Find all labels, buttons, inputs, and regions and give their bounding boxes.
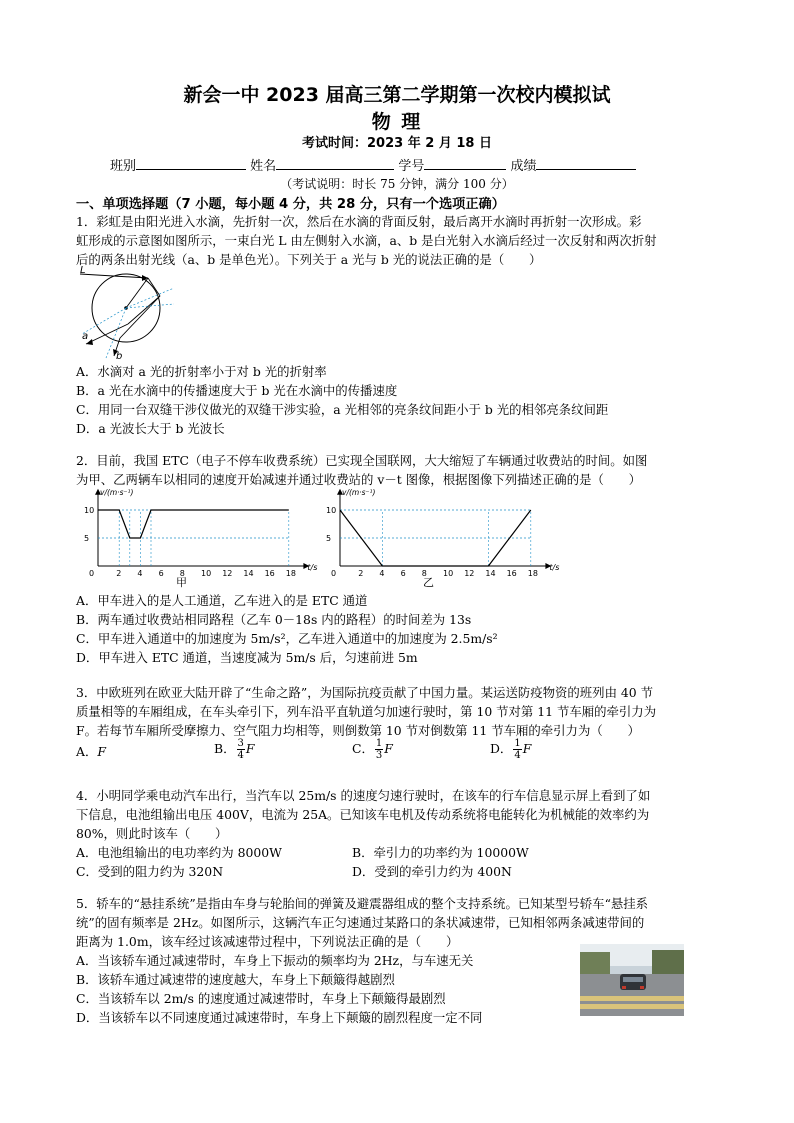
x-tick-label: 8 (179, 569, 185, 578)
x-tick-label: 2 (116, 569, 122, 578)
caption-jia: 甲 (176, 576, 187, 589)
x-tick-label: 14 (243, 569, 254, 578)
x-tick-label: 12 (222, 569, 233, 578)
y-tick-label: 5 (326, 534, 332, 543)
id-label: 学号 (398, 159, 425, 174)
exam-time: 考试时间：2023 年 2 月 18 日 (302, 136, 492, 151)
series-line (98, 510, 289, 538)
q5-option-d[interactable]: D．当该轿车以不同速度通过减速带时，车身上下颠簸的剧烈程度一定不同 (76, 1010, 483, 1025)
q3-line-2: 质量相等的车厢组成，在车头牵引下，列车沿平直轨道匀加速行驶时，第 10 节对第 11 节车厢的牵引力为 (76, 704, 657, 719)
q4-option-a[interactable]: A．电池组输出的电功率约为 8000W (76, 845, 282, 860)
q3-option-b[interactable]: B． $\frac{3}{4}$ F (214, 738, 255, 761)
q3-option-a[interactable]: A．F (76, 744, 106, 759)
q4-line-3: 80%，则此时该车（ ） (76, 826, 228, 841)
y-axis-label: v/(m·s⁻¹) (342, 487, 376, 497)
q2-option-d[interactable]: D．甲车进入 ETC 通道，当速度减为 5m/s 后，匀速前进 5m (76, 650, 418, 665)
q1-line-3: 后的两条出射光线（a、b 是单色光）。下列关于 a 光与 b 光的说法正确的是（ ） (76, 252, 542, 267)
q3-line-3: F。若每节车厢所受摩擦力、空气阻力均相等，则倒数第 10 节对倒数第 11 节车厢的牵引力为（ ） (76, 723, 640, 738)
fraction: $\frac{3}{4}$ (237, 738, 244, 761)
q2-line-2: 为甲、乙两辆车以相同的速度开始减速并通过收费站的 v－t 图像，根据图像下列描述正确的是（ ） (76, 472, 642, 487)
label-L: L (80, 265, 86, 276)
q2-option-a[interactable]: A．甲车进入的是人工通道，乙车进入的是 ETC 通道 (76, 593, 368, 608)
y-tick-label: 10 (326, 506, 337, 515)
score-label: 成绩 (510, 159, 537, 174)
q1-option-c[interactable]: C．用同一台双缝干涉仪做光的双缝干涉实验，a 光相邻的亮条纹间距小于 b 光的相邻亮条纹间距 (76, 402, 609, 417)
y-tick-label: 5 (84, 534, 90, 543)
q5-line-1: 5．轿车的“悬挂系统”是指由车身与轮胎间的弹簧及避震器组成的整个支持系统。已知某型号轿车“悬挂系 (76, 896, 649, 911)
class-field[interactable] (136, 156, 246, 170)
q3-option-c[interactable]: C． $\frac{1}{3}$ F (352, 738, 393, 761)
x-tick-label: 10 (201, 569, 212, 578)
q4-option-b[interactable]: B．牵引力的功率约为 10000W (352, 845, 529, 860)
graph-jia (76, 487, 318, 588)
q2-option-b[interactable]: B．两车通过收费站相同路程（乙车 0－18s 内的路程）的时间差为 13s (76, 612, 472, 627)
x-tick-label: 0 (331, 569, 337, 578)
q4-option-c[interactable]: C．受到的阻力约为 320N (76, 864, 224, 879)
exam-note: （考试说明：时长 75 分钟，满分 100 分） (280, 177, 514, 191)
score-field[interactable] (536, 156, 636, 170)
x-tick-label: 14 (485, 569, 496, 578)
q3-option-d[interactable]: D． $\frac{1}{4}$ F (490, 738, 532, 761)
x-tick-label: 16 (506, 569, 517, 578)
q2-option-c[interactable]: C．甲车进入通道中的加速度为 5m/s²，乙车进入通道中的加速度为 2.5m/s² (76, 631, 498, 646)
x-tick-label: 4 (137, 569, 143, 578)
exam-title: 新会一中 2023 届高三第二学期第一次校内模拟试 (183, 84, 611, 106)
name-field[interactable] (276, 156, 394, 170)
q1-option-d[interactable]: D．a 光波长大于 b 光波长 (76, 421, 225, 436)
student-info-row (110, 155, 636, 174)
x-tick-label: 18 (527, 569, 538, 578)
x-tick-label: 12 (464, 569, 475, 578)
label-a: a (82, 331, 89, 342)
x-tick-label: 0 (89, 569, 95, 578)
q3-line-1: 3．中欧班列在欧亚大陆开辟了“生命之路”，为国际抗疫贡献了中国力量。某运送防疫物资的班列由 40 节 (76, 685, 653, 700)
label-b: b (116, 351, 123, 362)
x-tick-label: 18 (285, 569, 296, 578)
q1-option-a[interactable]: A．水滴对 a 光的折射率小于对 b 光的折射率 (76, 364, 327, 379)
q4-option-d[interactable]: D．受到的牵引力约为 400N (352, 864, 512, 879)
q2-line-1: 2．目前，我国 ETC（电子不停车收费系统）已实现全国联网，大大缩短了车辆通过收费站的时间。如图 (76, 453, 648, 468)
section-heading: 一、单项选择题（7 小题，每小题 4 分，共 28 分，只有一个选项正确） (76, 197, 505, 212)
q4-line-2: 下信息，电池组输出电压 400V，电流为 25A。已知该车电机及传动系统将电能转化为机械能的效率约为 (76, 807, 650, 822)
fraction: $\frac{1}{3}$ (375, 738, 383, 761)
q1-line-1: 1．彩虹是由阳光进入水滴，先折射一次，然后在水滴的背面反射，最后离开水滴时再折射一次形成。彩 (76, 214, 642, 229)
fraction: $\frac{1}{4}$ (514, 738, 521, 761)
id-field[interactable] (424, 156, 506, 170)
q4-line-1: 4．小明同学乘电动汽车出行，当汽车以 25m/s 的速度匀速行驶时，在该车的行车信息显示屏上看到了如 (76, 788, 651, 803)
x-axis-label: t/s (307, 563, 318, 572)
raindrop-diagram (76, 265, 176, 362)
y-axis-label: v/(m·s⁻¹) (100, 487, 134, 497)
subject-title: 物 理 (371, 111, 423, 133)
x-tick-label: 6 (158, 569, 164, 578)
caption-yi: 乙 (423, 576, 434, 589)
x-tick-label: 16 (264, 569, 275, 578)
name-label: 姓名 (250, 159, 277, 174)
q5-option-a[interactable]: A．当该轿车通过减速带时，车身上下振动的频率均为 2Hz，与车速无关 (76, 953, 474, 968)
q5-option-c[interactable]: C．当该轿车以 2m/s 的速度通过减速带时，车身上下颠簸得最剧烈 (76, 991, 446, 1006)
q5-line-2: 统”的固有频率是 2Hz。如图所示，这辆汽车正匀速通过某路口的条状减速带，已知相邻两条减速带间的 (76, 915, 645, 930)
x-tick-label: 2 (358, 569, 364, 578)
x-tick-label: 10 (443, 569, 454, 578)
class-label: 班别 (110, 159, 137, 174)
x-axis-label: t/s (549, 563, 560, 572)
q1-option-b[interactable]: B．a 光在水滴中的传播速度大于 b 光在水滴中的传播速度 (76, 383, 398, 398)
x-tick-label: 8 (421, 569, 427, 578)
q1-line-2: 虹形成的示意图如图所示，一束白光 L 由左侧射入水滴，a、b 是白光射入水滴后经过一次反射和两次折射 (76, 233, 657, 248)
x-tick-label: 6 (400, 569, 406, 578)
q5-line-3: 距离为 1.0m，该车经过该减速带过程中，下列说法正确的是（ ） (76, 934, 459, 949)
graph-yi (318, 487, 560, 588)
x-tick-label: 4 (379, 569, 385, 578)
y-tick-label: 10 (84, 506, 95, 515)
speed-bump-photo (580, 944, 684, 1016)
q5-option-b[interactable]: B．该轿车通过减速带的速度越大，车身上下颠簸得越剧烈 (76, 972, 395, 987)
